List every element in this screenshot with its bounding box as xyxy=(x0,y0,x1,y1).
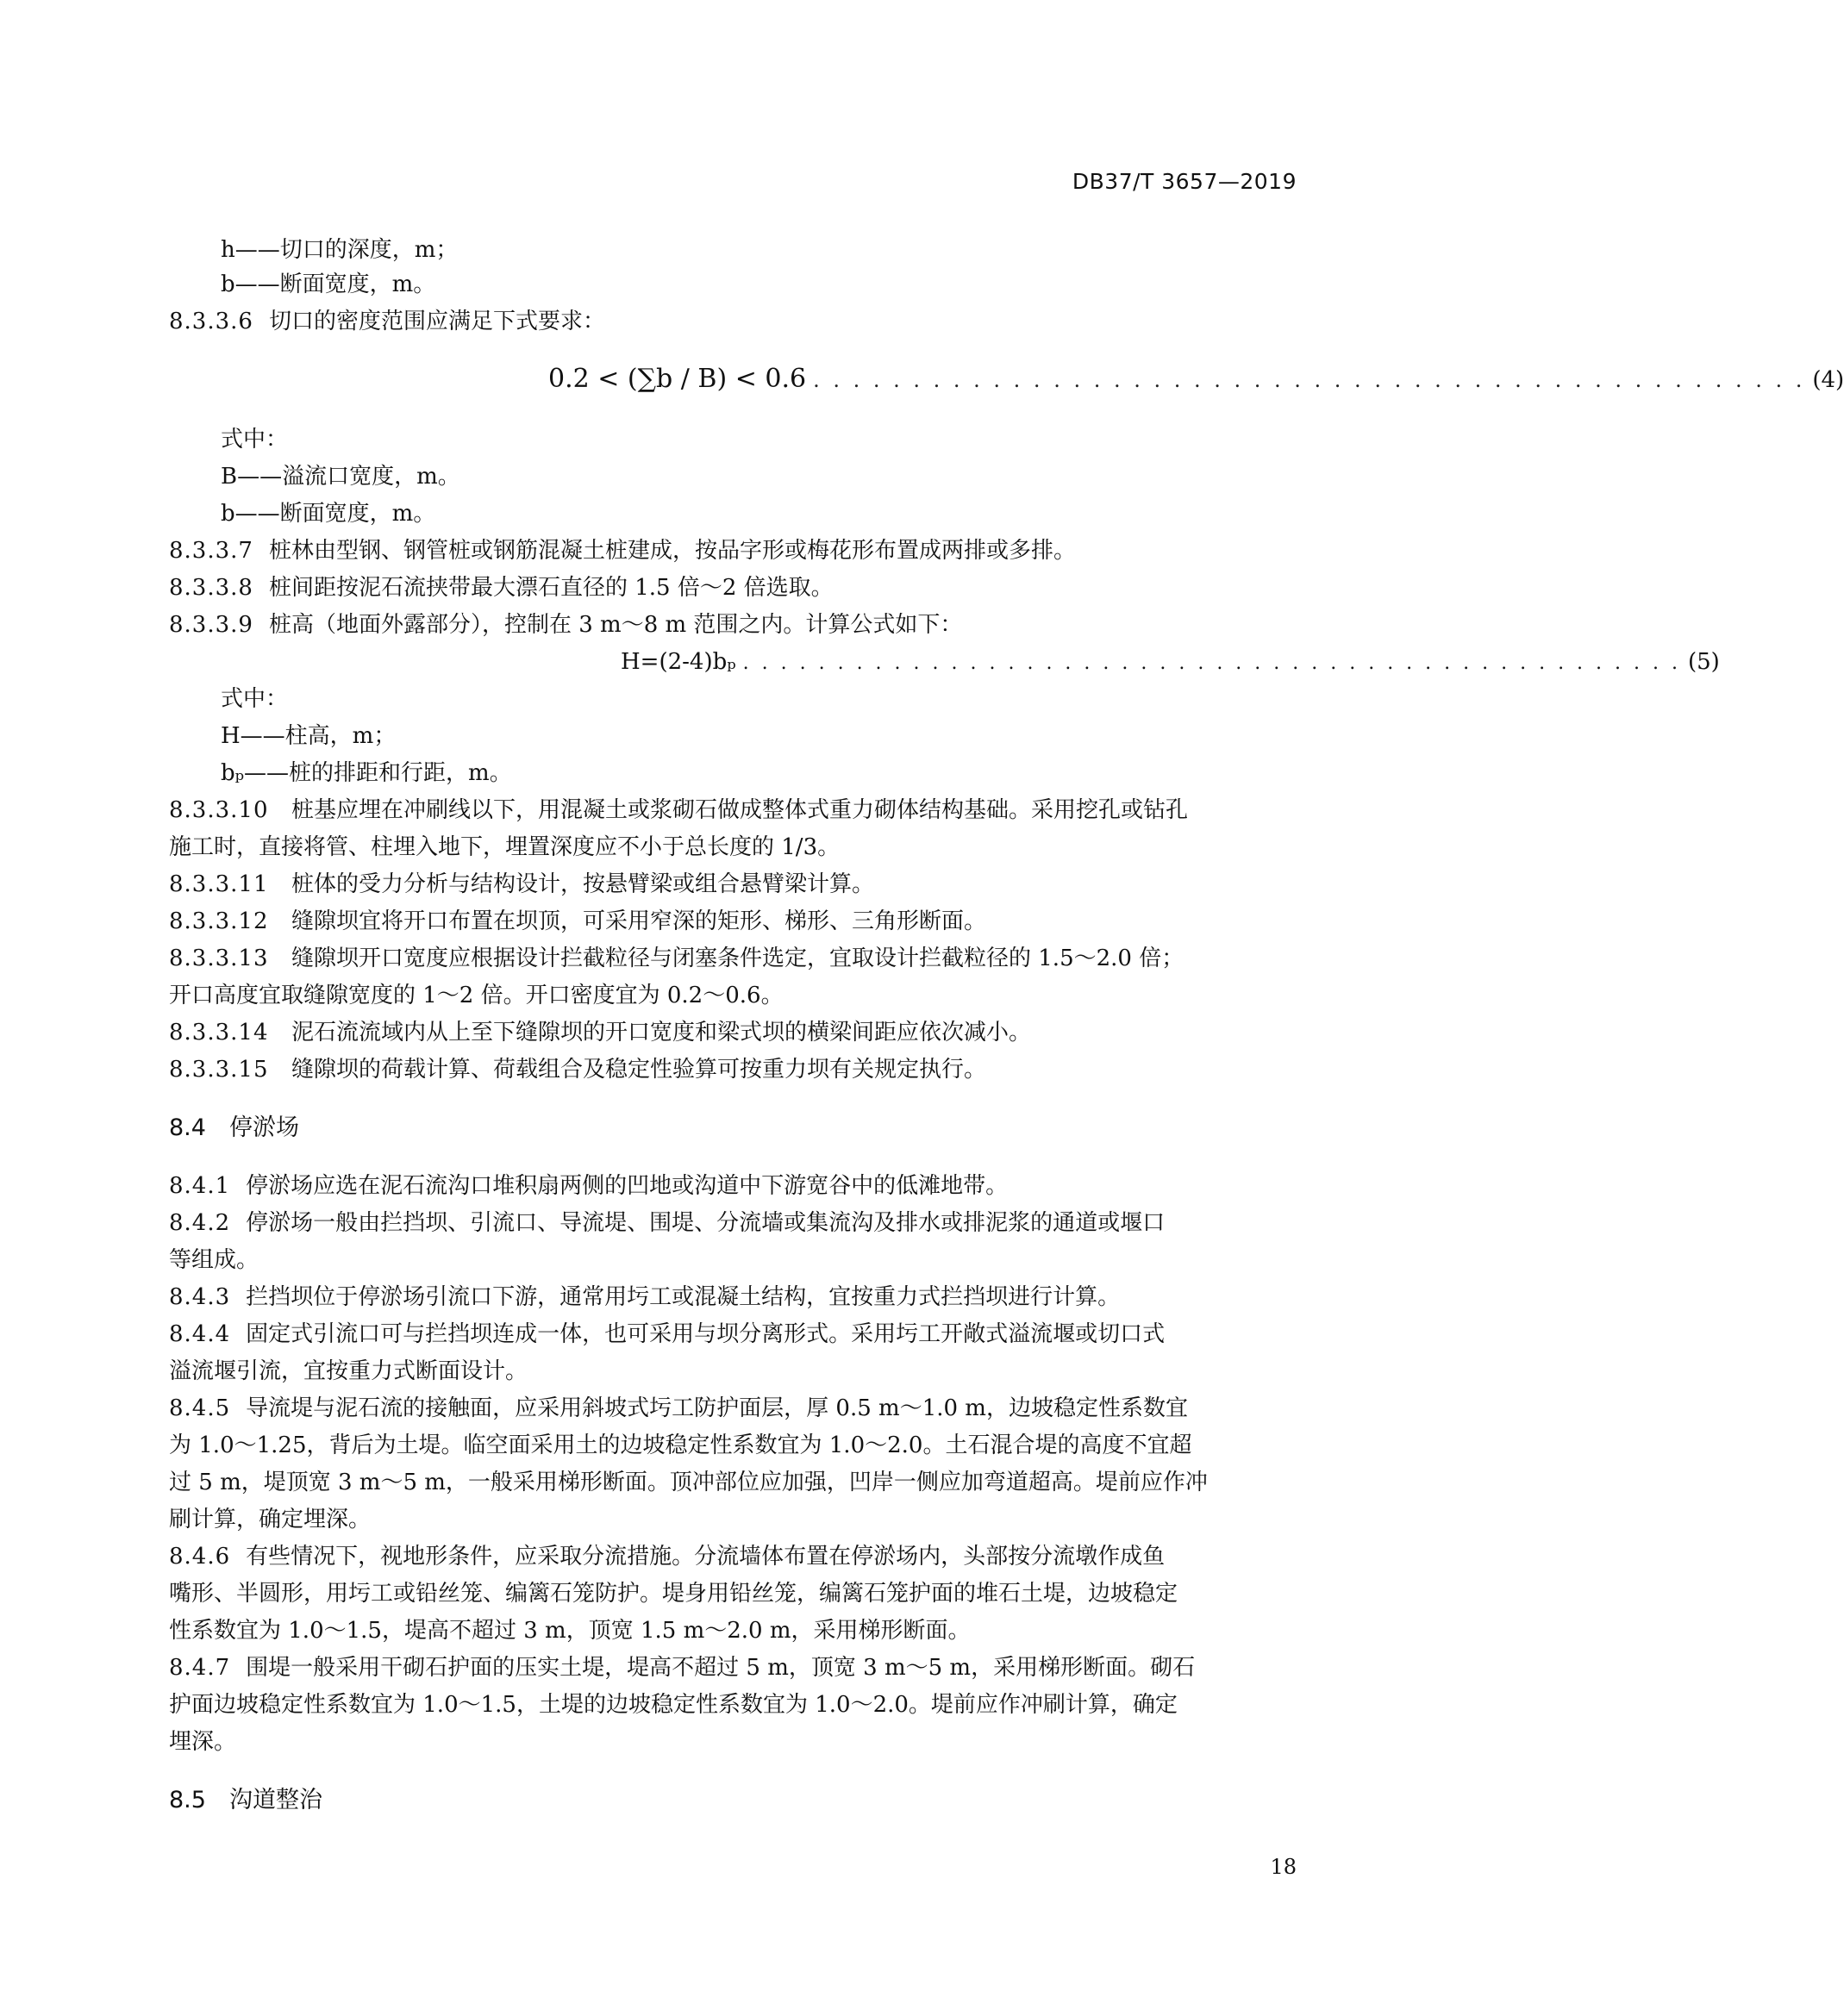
clause-number: 8.3.3.8 xyxy=(169,575,253,601)
formula-4 xyxy=(548,360,1844,399)
formula-expression: 0.2 < (∑b / B) < 0.6 xyxy=(548,364,807,394)
clause-number: 8.4.1 xyxy=(169,1173,231,1199)
clause-number: 8.4.4 xyxy=(169,1321,231,1347)
clause-8-3-3-10 xyxy=(169,793,1298,827)
clause-number: 8.3.3.11 xyxy=(169,871,269,897)
variable-definition: bₚ——桩的排距和行距，m。 xyxy=(221,760,512,786)
clause-8-4-5 xyxy=(169,1391,1298,1426)
where-label: 式中： xyxy=(221,427,289,453)
clause-number: 8.3.3.13 xyxy=(169,946,269,971)
variable-definition: B——溢流口宽度，m。 xyxy=(221,464,460,490)
clause-continuation: 刷计算，确定埋深。 xyxy=(169,1507,372,1532)
clause-text: 围堤一般采用干砌石护面的压实土堤，堤高不超过 5 m，顶宽 3 m～5 m，采用梯形断面。砌石 xyxy=(246,1655,1196,1681)
clause-8-3-3-6 xyxy=(169,304,1298,339)
clause-text: 缝隙坝宜将开口布置在坝顶，可采用窄深的矩形、梯形、三角形断面。 xyxy=(291,908,987,934)
section-title: 沟道整治 xyxy=(229,1787,322,1813)
clause-8-4-6 xyxy=(169,1539,1298,1574)
equation-number: (5) xyxy=(1687,649,1720,675)
clause-text: 桩体的受力分析与结构设计，按悬臂梁或组合悬臂梁计算。 xyxy=(291,871,875,897)
clause-continuation: 施工时，直接将管、柱埋入地下，埋置深度应不小于总长度的 1/3。 xyxy=(169,834,841,860)
clause-text: 桩林由型钢、钢管桩或钢筋混凝土桩建成，按品字形或梅花形布置成两排或多排。 xyxy=(268,538,1076,564)
clause-number: 8.3.3.14 xyxy=(169,1020,269,1045)
clause-text: 停淤场应选在泥石流沟口堆积扇两侧的凹地或沟道中下游宽谷中的低滩地带。 xyxy=(246,1173,1009,1199)
section-number: 8.5 xyxy=(169,1787,206,1813)
clause-text: 缝隙坝开口宽度应根据设计拦截粒径与闭塞条件选定，宜取设计拦截粒径的 1.5～2.0 倍； xyxy=(291,946,1185,971)
clause-continuation: 过 5 m，堤顶宽 3 m～5 m，一般采用梯形断面。顶冲部位应加强，凹岸一侧应加弯道超高。堤前应作冲 xyxy=(169,1470,1208,1495)
clause-text: 桩高（地面外露部分），控制在 3 m～8 m 范围之内。计算公式如下： xyxy=(268,612,963,638)
clause-8-3-3-11 xyxy=(169,867,1298,902)
variable-definition: b——断面宽度，m。 xyxy=(221,501,436,527)
clause-number: 8.3.3.6 xyxy=(169,309,253,334)
section-heading-8-4 xyxy=(169,1111,299,1145)
clause-text: 有些情况下，视地形条件，应采取分流措施。分流墙体布置在停淤场内，头部按分流墩作成鱼 xyxy=(246,1544,1166,1570)
formula-leader-dots: . . . . . . . . . . . . . . . . . . . . . . . . . . . . . . . . . . . . . . . . . . . . . . . . . . xyxy=(813,368,1806,392)
clause-text: 桩基应埋在冲刷线以下，用混凝土或浆砌石做成整体式重力砌体结构基础。采用挖孔或钻孔 xyxy=(291,797,1189,823)
clause-number: 8.4.6 xyxy=(169,1544,231,1570)
clause-continuation: 嘴形、半圆形，用圬工或铅丝笼、编篱石笼防护。堤身用铅丝笼，编篱石笼护面的堆石土堤，边坡稳定 xyxy=(169,1581,1178,1607)
document-id-header: DB37/T 3657—2019 xyxy=(1072,169,1297,194)
clause-8-3-3-7 xyxy=(169,534,1298,568)
formula-5 xyxy=(621,645,1720,681)
clause-text: 拦挡坝位于停淤场引流口下游，通常用圬工或混凝土结构，宜按重力式拦挡坝进行计算。 xyxy=(246,1284,1121,1310)
clause-text: 缝隙坝的荷载计算、荷载组合及稳定性验算可按重力坝有关规定执行。 xyxy=(291,1057,987,1083)
clause-number: 8.3.3.10 xyxy=(169,797,269,823)
section-heading-8-5 xyxy=(169,1783,322,1818)
clause-number: 8.4.3 xyxy=(169,1284,231,1310)
clause-8-3-3-9 xyxy=(169,608,1298,642)
clause-8-3-3-15 xyxy=(169,1052,1298,1087)
clause-8-4-1 xyxy=(169,1169,1298,1203)
clause-continuation: 护面边坡稳定性系数宜为 1.0～1.5，土堤的边坡稳定性系数宜为 1.0～2.0。堤前应作冲刷计算，确定 xyxy=(169,1692,1178,1718)
clause-number: 8.4.5 xyxy=(169,1395,231,1421)
clause-8-4-3 xyxy=(169,1280,1298,1314)
page-number: 18 xyxy=(1270,1855,1297,1879)
clause-text: 导流堤与泥石流的接触面，应采用斜坡式圬工防护面层，厚 0.5 m～1.0 m，边坡稳定性系数宜 xyxy=(246,1395,1188,1421)
clause-text: 固定式引流口可与拦挡坝连成一体，也可采用与坝分离形式。采用圬工开敞式溢流堰或切口式 xyxy=(246,1321,1166,1347)
clause-continuation: 开口高度宜取缝隙宽度的 1～2 倍。开口密度宜为 0.2～0.6。 xyxy=(169,983,784,1008)
formula-expression: H=(2-4)bₚ xyxy=(621,649,736,675)
clause-number: 8.3.3.7 xyxy=(169,538,253,564)
variable-definition: H——柱高，m； xyxy=(221,723,397,749)
clause-8-4-4 xyxy=(169,1317,1298,1351)
clause-8-3-3-12 xyxy=(169,904,1298,939)
clause-8-4-2 xyxy=(169,1206,1298,1240)
clause-continuation: 性系数宜为 1.0～1.5，堤高不超过 3 m，顶宽 1.5 m～2.0 m，采用梯形断面。 xyxy=(169,1618,971,1644)
clause-continuation: 溢流堰引流，宜按重力式断面设计。 xyxy=(169,1358,528,1384)
variable-definition: h——切口的深度，m； xyxy=(221,237,459,263)
clause-text: 停淤场一般由拦挡坝、引流口、导流堤、围堤、分流墙或集流沟及排水或排泥浆的通道或堰口 xyxy=(246,1210,1166,1236)
where-label: 式中： xyxy=(221,686,289,712)
clause-8-4-7 xyxy=(169,1651,1298,1685)
clause-text: 切口的密度范围应满足下式要求： xyxy=(268,309,605,334)
clause-8-3-3-13 xyxy=(169,941,1298,976)
clause-8-3-3-8 xyxy=(169,571,1298,605)
clause-8-3-3-14 xyxy=(169,1015,1298,1050)
clause-continuation: 等组成。 xyxy=(169,1247,259,1273)
formula-leader-dots: . . . . . . . . . . . . . . . . . . . . . . . . . . . . . . . . . . . . . . . . . . . . . . . . . . xyxy=(742,652,1681,674)
clause-number: 8.4.2 xyxy=(169,1210,231,1236)
variable-definition: b——断面宽度，m。 xyxy=(221,272,436,297)
clause-continuation: 为 1.0～1.25，背后为土堤。临空面采用土的边坡稳定性系数宜为 1.0～2.0。土石混合堤的高度不宜超 xyxy=(169,1432,1192,1458)
clause-number: 8.3.3.9 xyxy=(169,612,253,638)
clause-text: 桩间距按泥石流挟带最大漂石直径的 1.5 倍～2 倍选取。 xyxy=(268,575,834,601)
section-number: 8.4 xyxy=(169,1114,206,1141)
clause-continuation: 埋深。 xyxy=(169,1729,237,1755)
clause-number: 8.3.3.12 xyxy=(169,908,269,934)
equation-number: (4) xyxy=(1812,367,1844,393)
clause-text: 泥石流流域内从上至下缝隙坝的开口宽度和梁式坝的横梁间距应依次减小。 xyxy=(291,1020,1032,1045)
section-title: 停淤场 xyxy=(229,1114,299,1141)
clause-number: 8.4.7 xyxy=(169,1655,231,1681)
clause-number: 8.3.3.15 xyxy=(169,1057,269,1083)
